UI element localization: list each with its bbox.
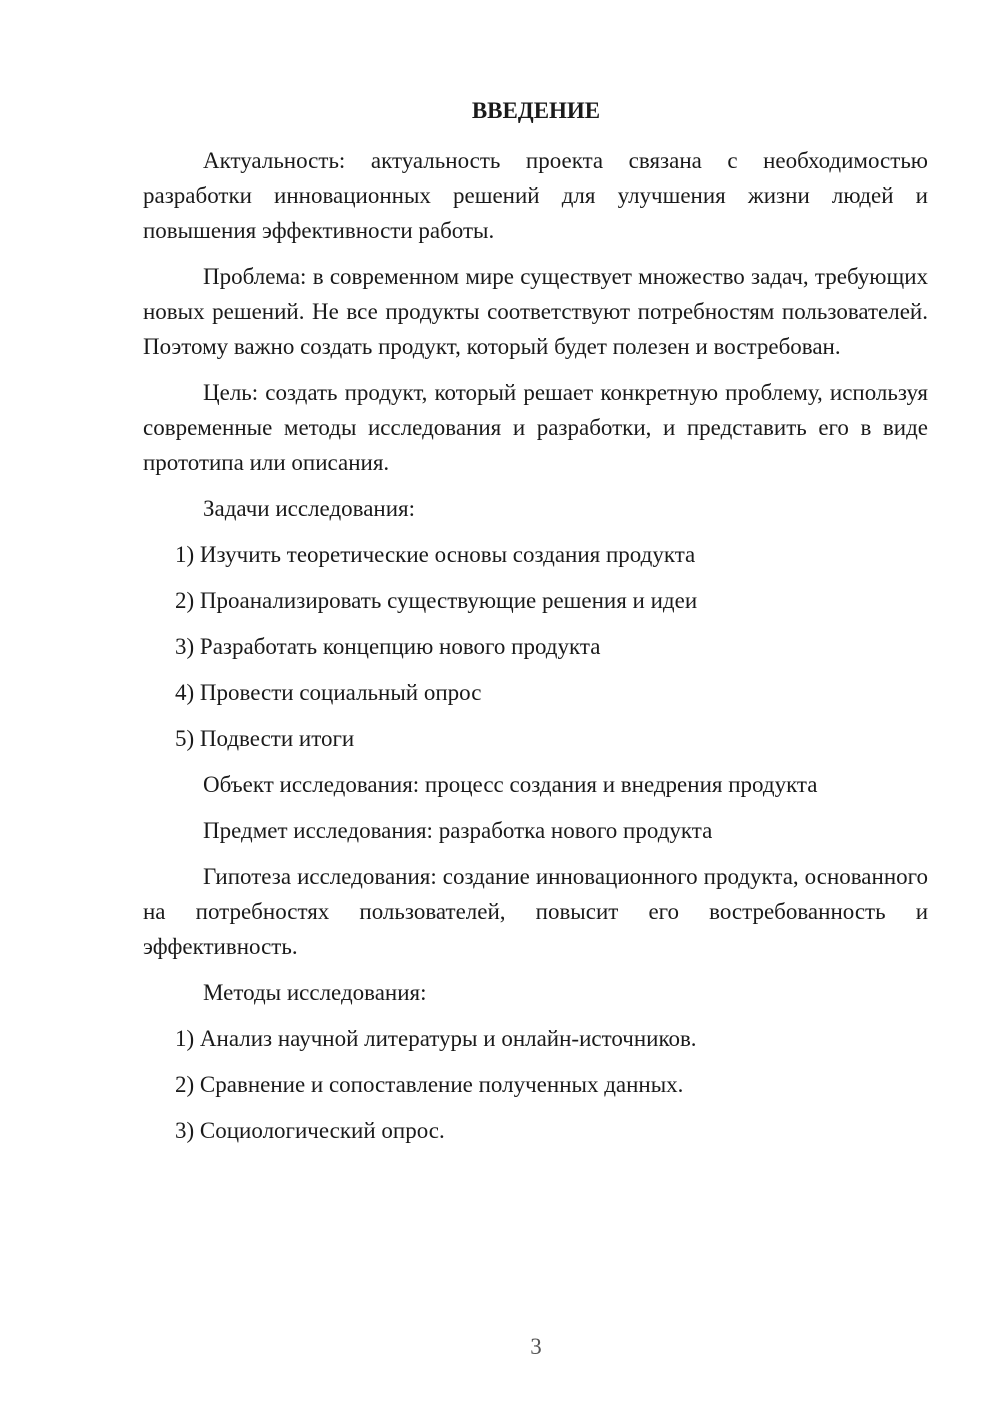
list-item: 3) Разработать концепцию нового продукта (175, 634, 601, 659)
hypothesis-paragraph: Гипотеза исследования: создание инновационного продукта, основанного на потребностях пользователей, повысит его востребованность и эффективность. (143, 864, 928, 959)
methods-list (143, 1021, 928, 1148)
page-number: 3 (530, 1334, 542, 1359)
list-item: 1) Анализ научной литературы и онлайн-источников. (175, 1026, 697, 1051)
list-item: 2) Проанализировать существующие решения и идеи (175, 588, 698, 613)
list-item: 2) Сравнение и сопоставление полученных данных. (175, 1072, 684, 1097)
list-item: 1) Изучить теоретические основы создания продукта (175, 542, 696, 567)
tasks-heading: Задачи исследования: (203, 496, 416, 521)
research-object: Объект исследования: процесс создания и внедрения продукта (203, 772, 818, 797)
list-item: 5) Подвести итоги (175, 726, 355, 751)
section-title: ВВЕДЕНИЕ (471, 98, 601, 123)
problem-paragraph: Проблема: в современном мире существует множество задач, требующих новых решений. Не все продукты соответствуют потребностям пользователей. Поэтому важно создать продукт, который будет полезен и востребован. (143, 264, 928, 359)
goal-paragraph: Цель: создать продукт, который решает конкретную проблему, используя современные методы исследования и разработки, и представить его в виде прототипа или описания. (143, 380, 928, 475)
relevance-paragraph: Актуальность: актуальность проекта связана с необходимостью разработки инновационных решений для улучшения жизни людей и повышения эффективности работы. (143, 148, 928, 243)
list-item: 3) Социологический опрос. (175, 1118, 445, 1143)
document-body (143, 143, 928, 1159)
methods-heading: Методы исследования: (203, 980, 427, 1005)
list-item: 4) Провести социальный опрос (175, 680, 482, 705)
tasks-list (143, 537, 928, 756)
research-subject: Предмет исследования: разработка нового продукта (203, 818, 713, 843)
